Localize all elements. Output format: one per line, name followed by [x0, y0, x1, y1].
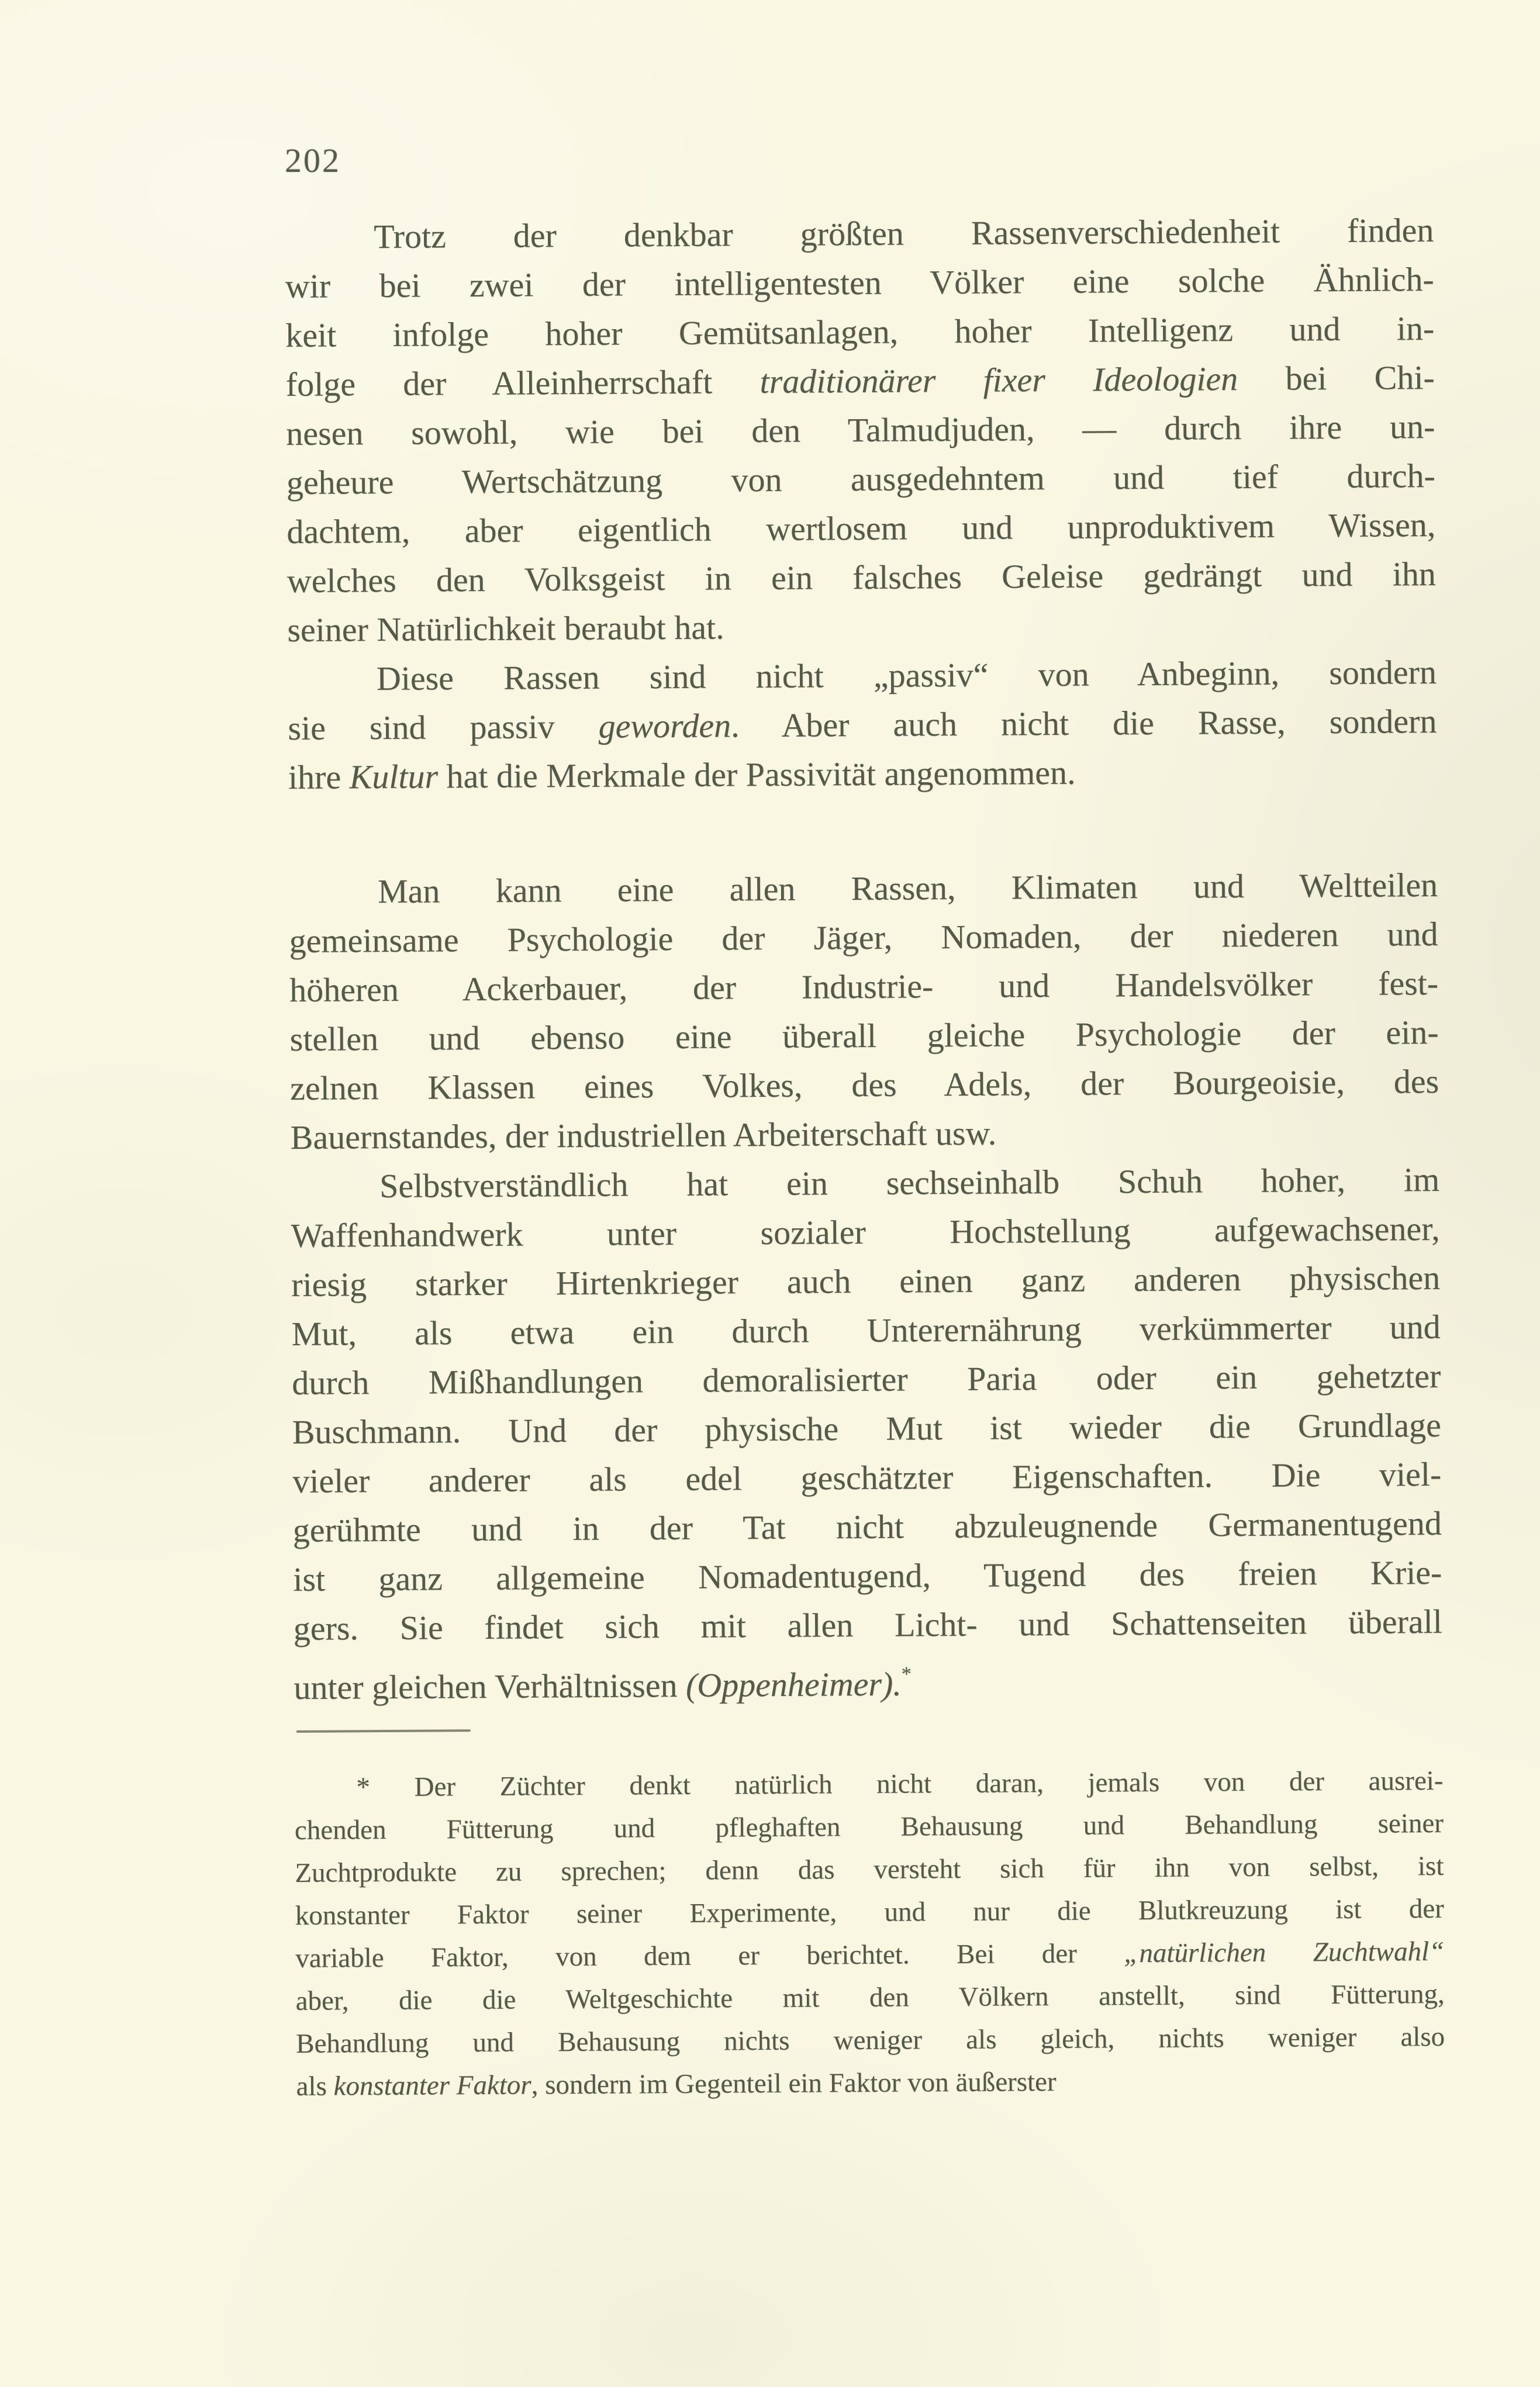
text-segment: chenden Fütterung und pfleghaften Behausung und Behandlung seiner [294, 1808, 1444, 1846]
text-line [288, 648, 1437, 704]
text-line [294, 1597, 1442, 1653]
text-line [295, 1845, 1444, 1895]
text-segment: höheren Ackerbauer, der Industrie- und Handelsvölker fest- [289, 963, 1439, 1009]
text-block [285, 206, 1445, 2108]
footnote-rule [296, 1729, 471, 1733]
text-segment: Waffenhandwerk unter sozialer Hochstellung aufgewachsener, [291, 1209, 1440, 1255]
text-segment: konstanter Faktor seiner Experimente, und nur die Blutkreuzung ist der [295, 1893, 1444, 1931]
text-segment: hat die Merkmale der Passivität angenommen. [437, 753, 1076, 796]
text-segment: gers. Sie findet sich mit allen Licht- und Schattenseiten überall [293, 1602, 1442, 1647]
text-line [287, 550, 1436, 606]
text-segment: wir bei zwei der intelligentesten Völker eine solche Ähnlich- [285, 260, 1434, 305]
text-segment: nesen sowohl, wie bei den Talmudjuden, — durch ihre un- [286, 407, 1435, 452]
text-line [291, 1204, 1439, 1260]
text-segment: Bauernstandes, der industriellen Arbeiterschaft usw. [290, 1114, 997, 1156]
text-line [291, 1303, 1440, 1359]
text-segment: gemeinsame Psychologie der Jäger, Nomaden, der niederen und [289, 914, 1438, 960]
text-segment: bei Chi- [1237, 358, 1435, 398]
text-segment: riesig starker Hirtenkrieger auch einen ganz anderen physischen [291, 1258, 1441, 1304]
text-line [296, 2016, 1445, 2065]
text-line [288, 697, 1437, 753]
italic-text: geworden [598, 706, 731, 745]
text-segment: sie sind passiv [288, 707, 599, 747]
text-segment: Buschmann. Und der physische Mut ist wieder die Grundlage [292, 1405, 1441, 1451]
text-segment: Zuchtprodukte zu sprechen; denn das versteht sich für ihn von selbst, ist [295, 1850, 1444, 1888]
text-segment: ihre [288, 758, 350, 796]
paragraph-passiv-geworden [288, 648, 1438, 802]
paragraph-gemeinsame-psychologie [289, 861, 1439, 1162]
text-line [291, 1253, 1440, 1310]
text-segment: Selbstverständlich hat ein sechseinhalb Schuh hoher, im [379, 1160, 1440, 1205]
text-segment: , sondern im Gegenteil ein Faktor von äußerster [531, 2066, 1056, 2101]
italic-text: konstanter Faktor [333, 2070, 531, 2102]
text-line [294, 1646, 1442, 1707]
text-line [287, 599, 1436, 655]
text-line [289, 861, 1438, 917]
text-line [296, 2058, 1445, 2108]
text-segment: aber, die die Weltgeschichte mit den Völkern anstellt, sind Fütterung, [295, 1978, 1445, 2016]
text-segment: geheure Wertschätzung von ausgedehntem und tief durch- [286, 456, 1435, 502]
main-text [285, 206, 1443, 1707]
text-line [286, 500, 1435, 557]
text-line [286, 451, 1435, 507]
italic-text: traditionärer fixer Ideologien [759, 360, 1238, 401]
text-segment: Behandlung und Behausung nichts weniger als gleich, nichts weniger also [295, 2021, 1445, 2059]
text-line [294, 1760, 1443, 1809]
text-segment: zelnen Klassen eines Volkes, des Adels, der Bourgeoisie, des [289, 1062, 1439, 1107]
text-segment: vieler anderer als edel geschätzter Eigenschaften. Die viel- [292, 1455, 1442, 1500]
text-segment: als [296, 2071, 334, 2102]
footnote-zuechter [294, 1760, 1445, 2108]
text-line [290, 1057, 1439, 1113]
italic-text: Kultur [349, 757, 438, 796]
paragraph-rassenverschiedenheit [285, 206, 1437, 655]
text-line [285, 304, 1434, 360]
text-line [292, 1450, 1441, 1506]
text-line [285, 255, 1434, 311]
text-segment: stellen und ebenso eine überall gleiche Psychologie der ein- [289, 1013, 1439, 1058]
text-segment: folge der Alleinherrschaft [285, 362, 760, 403]
text-segment: unter gleichen Verhältnissen [294, 1666, 686, 1707]
text-segment: durch Mißhandlungen demoralisierter Paria oder ein gehetzter [292, 1356, 1441, 1402]
text-line [293, 1548, 1442, 1604]
footnote-asterisk: * [901, 1662, 912, 1685]
text-segment: * Der Züchter denkt natürlich nicht daran, jemals von der ausrei- [356, 1765, 1444, 1803]
text-segment: ist ganz allgemeine Nomadentugend, Tugend des freien Krie- [293, 1553, 1442, 1598]
text-line [293, 1499, 1442, 1555]
text-line [289, 959, 1438, 1015]
italic-text: (Oppenheimer). [685, 1664, 902, 1705]
text-segment: . Aber auch nicht die Rasse, sondern [730, 702, 1437, 745]
text-segment: Man kann eine allen Rassen, Klimaten und Weltteilen [377, 865, 1438, 911]
text-line [295, 1930, 1444, 1980]
text-line [286, 402, 1435, 458]
text-segment: Mut, als etwa ein durch Unterernährung verkümmerter und [291, 1307, 1441, 1353]
text-line [286, 353, 1435, 409]
paragraph-physischer-mut [291, 1155, 1443, 1707]
text-segment: welches den Volksgeist in ein falsches Geleise gedrängt und ihn [286, 554, 1437, 600]
text-segment: Diese Rassen sind nicht „passiv“ von Anbeginn, sondern [376, 652, 1437, 698]
text-line [289, 1008, 1438, 1064]
text-line [290, 1106, 1439, 1162]
text-line [289, 910, 1438, 966]
text-segment: keit infolge hoher Gemütsanlagen, hoher Intelligenz und in- [285, 309, 1435, 354]
text-line [292, 1401, 1441, 1457]
text-segment: variable Faktor, von dem er berichtet. Bei der [295, 1938, 1124, 1974]
text-segment: dachtem, aber eigentlich wertlosem und unproduktivem Wissen, [286, 505, 1436, 551]
text-line [295, 1802, 1444, 1852]
text-line [285, 206, 1434, 262]
text-line [288, 746, 1437, 802]
text-line [295, 1973, 1444, 2023]
italic-text: „natürlichen Zuchtwahl“ [1124, 1936, 1445, 1969]
text-line [291, 1155, 1439, 1211]
text-segment: seiner Natürlichkeit beraubt hat. [287, 608, 724, 649]
text-segment: Trotz der denkbar größten Rassenverschiedenheit finden [374, 210, 1434, 256]
page-number: 202 [285, 141, 341, 179]
text-line [292, 1352, 1441, 1408]
text-line [295, 1888, 1444, 1937]
text-segment: gerühmte und in der Tat nicht abzuleugnende Germanentugend [292, 1504, 1442, 1549]
